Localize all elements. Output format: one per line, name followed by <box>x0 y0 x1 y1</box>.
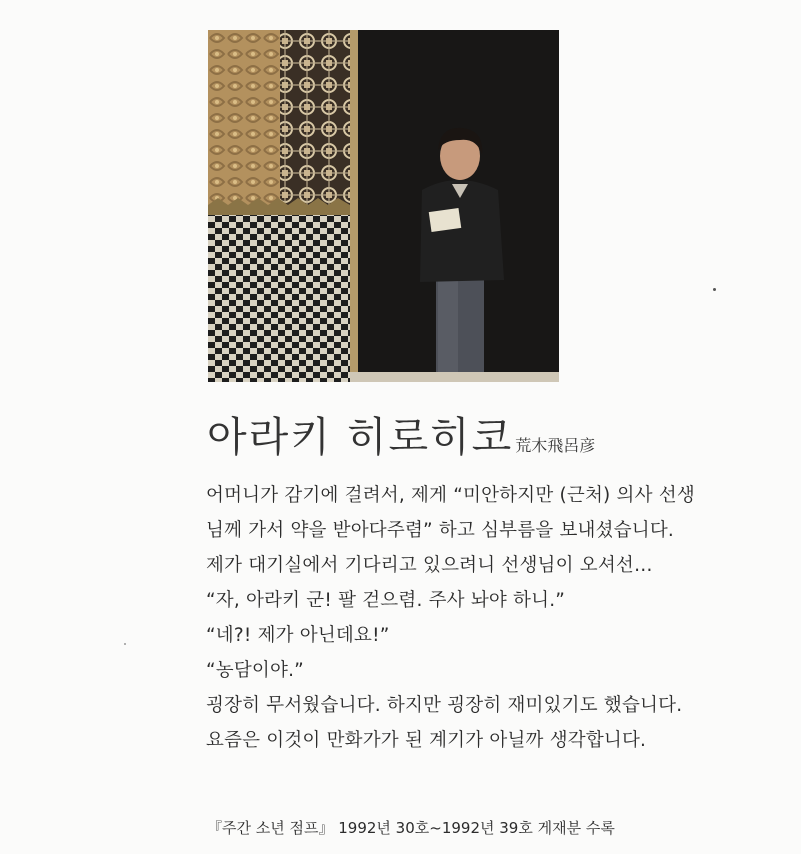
scan-speck <box>713 288 716 291</box>
paragraph-line: 제가 대기실에서 기다리고 있으려니 선생님이 오셔선… <box>206 555 653 576</box>
paragraph-line: 님께 가서 약을 받아다주렴” 하고 심부름을 보내셨습니다. <box>206 520 674 541</box>
paragraph-line: 굉장히 무서웠습니다. 하지만 굉장히 재미있기도 했습니다. <box>206 695 683 716</box>
author-photo <box>208 30 559 382</box>
paragraph-line: 요즘은 이것이 만화가가 된 계기가 아닐까 생각합니다. <box>206 730 647 751</box>
paragraph-line: “네?! 제가 아닌데요!” <box>206 625 390 646</box>
author-name <box>207 404 595 464</box>
scan-speck <box>124 643 126 645</box>
source-note: 『주간 소년 점프』 1992년 30호~1992년 39호 게재분 수록 <box>207 819 615 837</box>
paragraph-line: “자, 아라키 군! 팔 걷으렴. 주사 놔야 하니.” <box>206 590 566 611</box>
author-name-japanese: 荒木飛呂彦 <box>515 436 596 455</box>
author-name-korean: 아라키 히로히코 <box>207 413 514 461</box>
paragraph-line: 어머니가 감기에 걸려서, 제게 “미안하지만 (근처) 의사 선생 <box>206 485 695 506</box>
author-comment <box>206 478 746 758</box>
paragraph-line: “농담이야.” <box>206 660 304 681</box>
